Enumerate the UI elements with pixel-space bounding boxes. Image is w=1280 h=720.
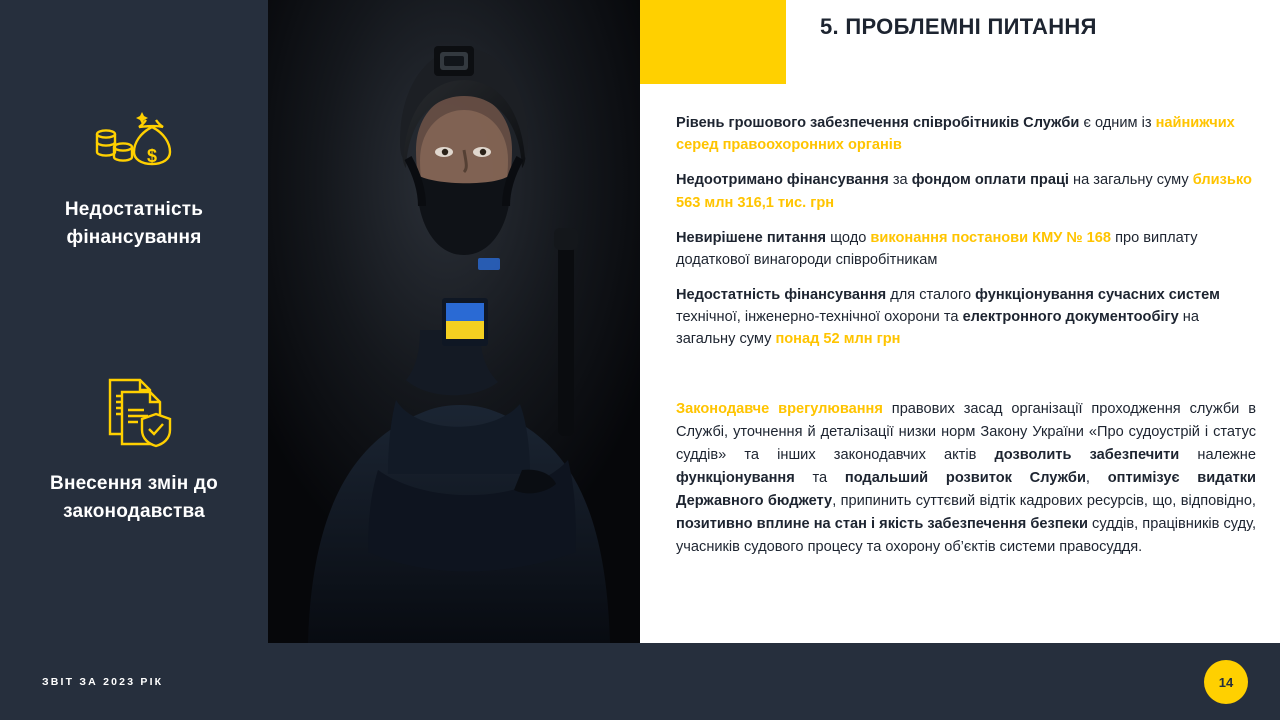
sidebar	[0, 0, 268, 643]
text-run: суддів, працівників суду, учасників судового процесу та охорону об’єктів системи правосуддя.	[676, 516, 1256, 556]
text-run: функціонування сучасних систем	[975, 287, 1220, 304]
text-run: , припинить суттєвий відтік кадрових ресурсів, що, відповідно,	[832, 493, 1256, 510]
header-accent-block	[640, 0, 786, 84]
text-run: та	[794, 470, 845, 487]
text-run: на загальну суму	[1069, 172, 1193, 189]
svg-text:$: $	[146, 146, 158, 166]
text-run: позитивно вплине на стан і якість забезпечення безпеки	[676, 516, 1088, 533]
sidebar-item-legislation	[0, 372, 268, 525]
footer-text: ЗВІТ ЗА 2023 РІК	[42, 676, 164, 688]
text-run: виконання постанови КМУ № 168	[870, 229, 1112, 246]
text-run: за	[888, 172, 912, 189]
paragraph	[676, 169, 1256, 213]
text-run: електронного документообігу	[962, 309, 1179, 326]
text-run: функціонування	[676, 470, 795, 487]
text-run: найнижчих серед правоохоронних органів	[676, 115, 1235, 154]
footer	[0, 643, 1280, 720]
page-number-badge: 14	[1204, 660, 1248, 704]
soldier-photo	[268, 0, 640, 643]
page-title: 5. ПРОБЛЕМНІ ПИТАННЯ	[820, 14, 1097, 39]
text-run: подальший розвиток Служби	[844, 470, 1086, 487]
text-run: Рівень грошового забезпечення співробітників Служби	[676, 115, 1080, 131]
text-run: Невирішене питання	[676, 229, 827, 246]
text-run: Недостатність фінансування	[676, 287, 887, 304]
main-content	[676, 112, 1256, 351]
text-run: належне	[1179, 447, 1256, 464]
text-run: для сталого	[886, 287, 976, 304]
text-run: Законодавче врегулювання	[676, 401, 883, 417]
text-run: є одним із	[1079, 115, 1156, 131]
text-run: технічної, інженерно-технічної охорони та	[676, 309, 963, 326]
sidebar-item-funding	[0, 98, 268, 251]
text-run: щодо	[826, 229, 871, 246]
text-run: дозволить забезпечити	[994, 447, 1180, 464]
text-run: правових засад організації проходження служби в Службі, уточнення й деталізації низки норм Закону України «Про судоустрій і статус суддів» та інших законодавчих актів	[676, 401, 1256, 464]
text-run: на загальну суму	[676, 309, 1199, 348]
money-bag-icon	[0, 98, 268, 180]
paragraph	[676, 284, 1256, 351]
text-run: фондом оплати праці	[911, 172, 1069, 189]
text-run: близько 563 млн 316,1 тис. грн	[676, 172, 1252, 211]
document-shield-icon	[0, 372, 268, 454]
paragraph	[676, 112, 1256, 156]
text-run: Недоотримано фінансування	[676, 172, 889, 189]
sidebar-item-label: Недостатність фінансування	[64, 199, 204, 248]
paragraph	[676, 227, 1256, 271]
text-run: ,	[1085, 470, 1108, 487]
text-run: понад 52 млн грн	[775, 331, 901, 348]
text-run: про виплату додаткової винагороди співробітникам	[676, 229, 1198, 268]
text-run: оптимізує видатки Державного бюджету	[676, 470, 1256, 510]
legislation-paragraph	[676, 398, 1256, 559]
sidebar-item-label: Внесення змін до законодавства	[50, 473, 218, 522]
